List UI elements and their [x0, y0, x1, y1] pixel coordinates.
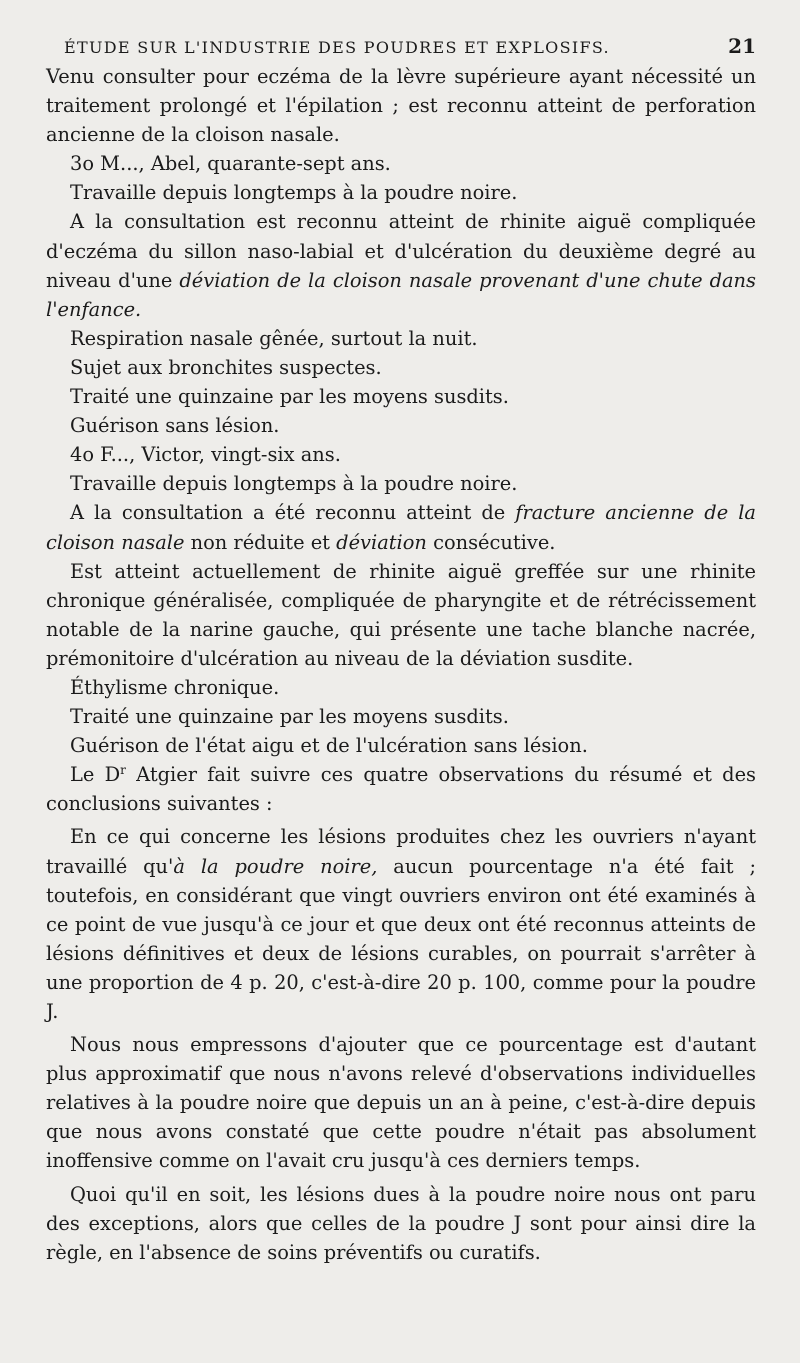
paragraph: Traité une quinzaine par les moyens susdits.: [70, 705, 509, 729]
paragraph: 4o F..., Victor, vingt-six ans.: [70, 443, 341, 467]
paragraph: Guérison de l'état aigu et de l'ulcération sans lésion.: [70, 734, 588, 758]
paragraph: Éthylisme chronique.: [70, 675, 280, 699]
paragraph: Est atteint actuellement de rhinite aiguë greffée sur une rhinite chronique généralisée, compliquée de pharyngite et de rétrécissement notable de la narine gauche, qui présente une tache blanche nacrée, prémonitoire d'ulcération au niveau de la déviation susdite.: [46, 559, 756, 670]
paragraph: [46, 207, 756, 323]
paragraph: Venu consulter pour eczéma de la lèvre supérieure ayant nécessité un traitement prolongé et l'épilation ; est reconnu atteint de perforation ancienne de la cloison nasale.: [46, 65, 756, 147]
italic-run: déviation de la cloison nasale provenant d'une chute dans l'enfance.: [46, 268, 756, 321]
paragraph: [46, 760, 756, 818]
page-number: 21: [728, 34, 756, 58]
text-run: A la consultation est reconnu atteint de rhinite aiguë compliquée d'eczéma du sillon naso-labial et d'ulcération du deuxième degré au niveau d'une: [46, 210, 756, 292]
paragraph: Quoi qu'il en soit, les lésions dues à la poudre noire nous ont paru des exceptions, alors que celles de la poudre J sont pour ainsi dire la règle, en l'absence de soins préventifs ou curatifs.: [46, 1182, 756, 1264]
paragraph: Sujet aux bronchites suspectes.: [70, 355, 382, 379]
text-run: Le D: [70, 763, 121, 787]
paragraph: Guérison sans lésion.: [70, 414, 280, 438]
text-run: En ce qui concerne les lésions produites chez les ouvriers n'ayant travaillé qu': [46, 825, 756, 878]
body-text: [46, 62, 756, 1267]
paragraph: Nous nous empressons d'ajouter que ce pourcentage est d'autant plus approximatif que nous n'avons relevé d'observations individuelles relatives à la poudre noire que depuis un an à peine, c'est-à-dire depuis que nous avons constaté que cette poudre n'était pas absolument inoffensive comme on l'avait cru jusqu'à ces derniers temps.: [46, 1033, 756, 1173]
paragraph: Respiration nasale gênée, surtout la nuit.: [70, 326, 478, 350]
text-run: A la consultation a été reconnu atteint de: [70, 501, 516, 525]
running-title: ÉTUDE SUR L'INDUSTRIE DES POUDRES ET EXPLOSIFS.: [64, 38, 610, 57]
paragraph: Travaille depuis longtemps à la poudre noire.: [70, 472, 518, 496]
paragraph: [46, 822, 756, 1026]
text-run: aucun pourcentage n'a été fait ; toutefois, en considérant que vingt ouvriers environ ont été examinés à ce point de vue jusqu'à ce jour et que deux ont été reconnus atteints de lésions définitives et deux de lésions curables, on pourrait s'arrêter à une proportion de 4 p. 20, c'est-à-dire 20 p. 100, comme pour la poudre J.: [46, 854, 756, 1023]
paragraph: [46, 498, 756, 556]
superscript: r: [120, 763, 126, 778]
running-header: [46, 34, 756, 62]
text-run: consécutive.: [426, 530, 556, 554]
italic-run: à la poudre noire,: [173, 854, 378, 878]
paragraph: 3o M..., Abel, quarante-sept ans.: [70, 152, 391, 176]
text-run: non réduite et: [184, 530, 337, 554]
italic-run: déviation: [336, 530, 427, 554]
paragraph: Traité une quinzaine par les moyens susdits.: [70, 385, 509, 409]
italic-run: fracture ancienne de la cloison nasale: [46, 501, 756, 554]
paragraph: Travaille depuis longtemps à la poudre noire.: [70, 181, 518, 205]
text-run: Atgier fait suivre ces quatre observations du résumé et des conclusions suivantes :: [46, 763, 757, 816]
